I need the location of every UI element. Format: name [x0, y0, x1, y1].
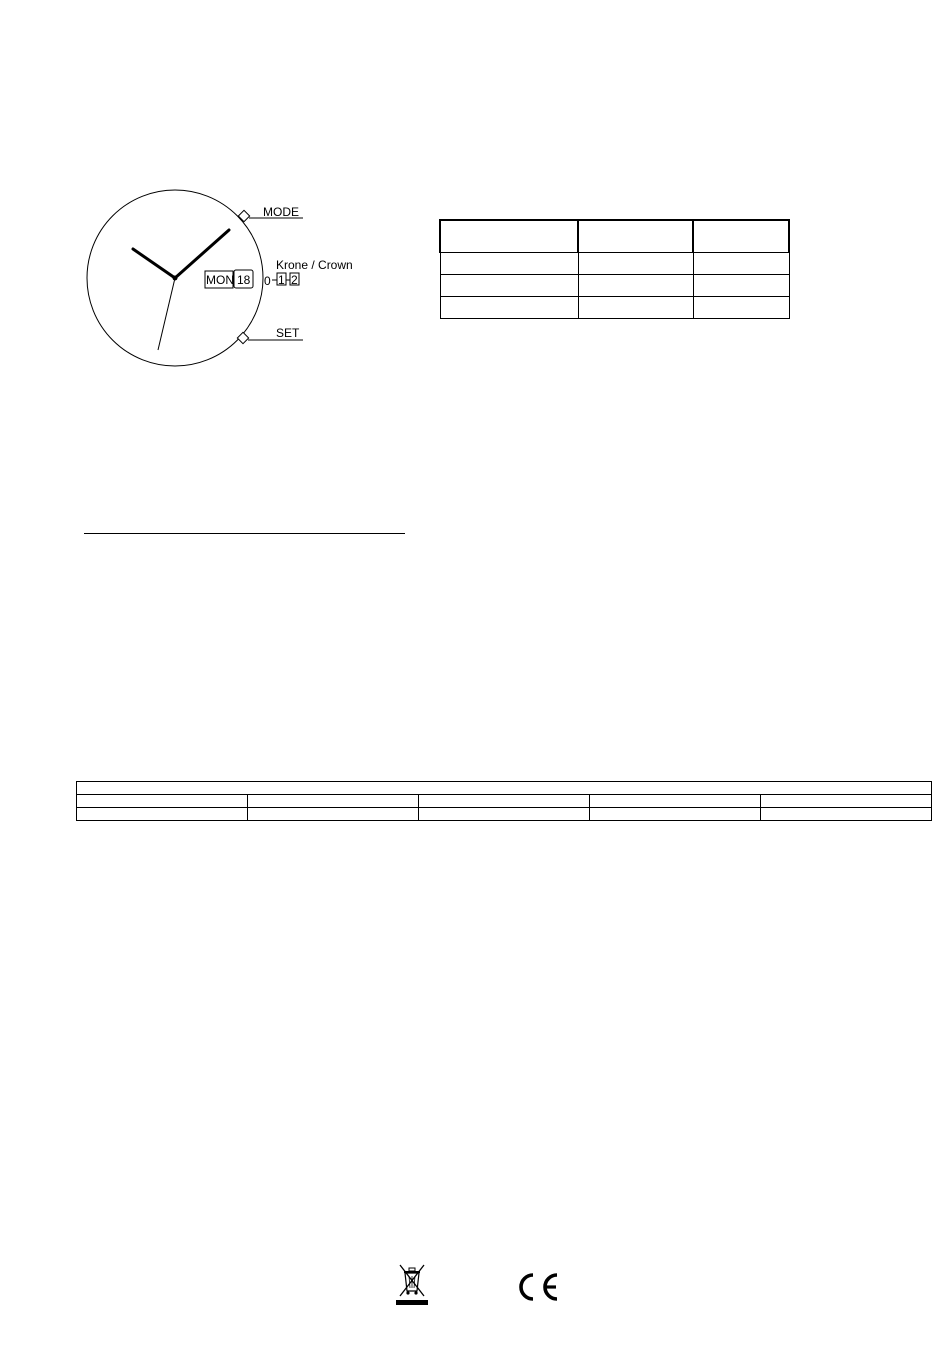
watch-diagram [0, 0, 950, 400]
crown-position-2: 2 [291, 273, 298, 287]
crown-position-0: 0 [264, 274, 271, 288]
section-divider [84, 533, 405, 534]
mode-pusher [238, 210, 249, 221]
day-window-text: MON [206, 273, 234, 287]
date-window-text: 18 [237, 273, 251, 287]
spec-table-cell [440, 275, 578, 297]
second-hand [158, 278, 175, 350]
spec-table-row [440, 297, 789, 319]
wide-table-cell [761, 808, 932, 821]
spec-table-row [440, 253, 789, 275]
spec-table-cell [578, 297, 693, 319]
spec-table-cell [578, 275, 693, 297]
spec-table-cell [440, 297, 578, 319]
wide-table-title-cell [77, 782, 932, 795]
wide-table-row [77, 795, 932, 808]
set-pusher [237, 332, 248, 343]
wide-table-cell [248, 795, 419, 808]
wide-table-cell [761, 795, 932, 808]
wide-table-cell [590, 808, 761, 821]
spec-table-header-cell [440, 220, 578, 253]
spec-table-cell [578, 253, 693, 275]
weee-crossed-bin-icon [393, 1262, 431, 1308]
spec-table-cell [693, 253, 789, 275]
spec-table-row [440, 275, 789, 297]
spec-table-header-cell [578, 220, 693, 253]
hand-pivot [173, 276, 178, 281]
wide-table-cell [248, 808, 419, 821]
spec-table-header-cell [693, 220, 789, 253]
wide-table-row [77, 808, 932, 821]
spec-table-cell [693, 275, 789, 297]
wide-table-cell [419, 808, 590, 821]
crown-position-1: 1 [278, 273, 285, 287]
spec-table-cell [440, 253, 578, 275]
wide-table [76, 781, 932, 821]
wide-table-cell [77, 808, 248, 821]
ce-mark-icon [516, 1271, 562, 1303]
hour-hand [133, 249, 175, 278]
wide-table-cell [77, 795, 248, 808]
spec-table [439, 219, 790, 319]
spec-table-header-row [440, 220, 789, 253]
set-label: SET [276, 326, 300, 340]
wide-table-cell [590, 795, 761, 808]
crown-label: Krone / Crown [276, 258, 353, 272]
spec-table-cell [693, 297, 789, 319]
wide-table-cell [419, 795, 590, 808]
wide-table-title-row [77, 782, 932, 795]
mode-label: MODE [263, 205, 299, 219]
